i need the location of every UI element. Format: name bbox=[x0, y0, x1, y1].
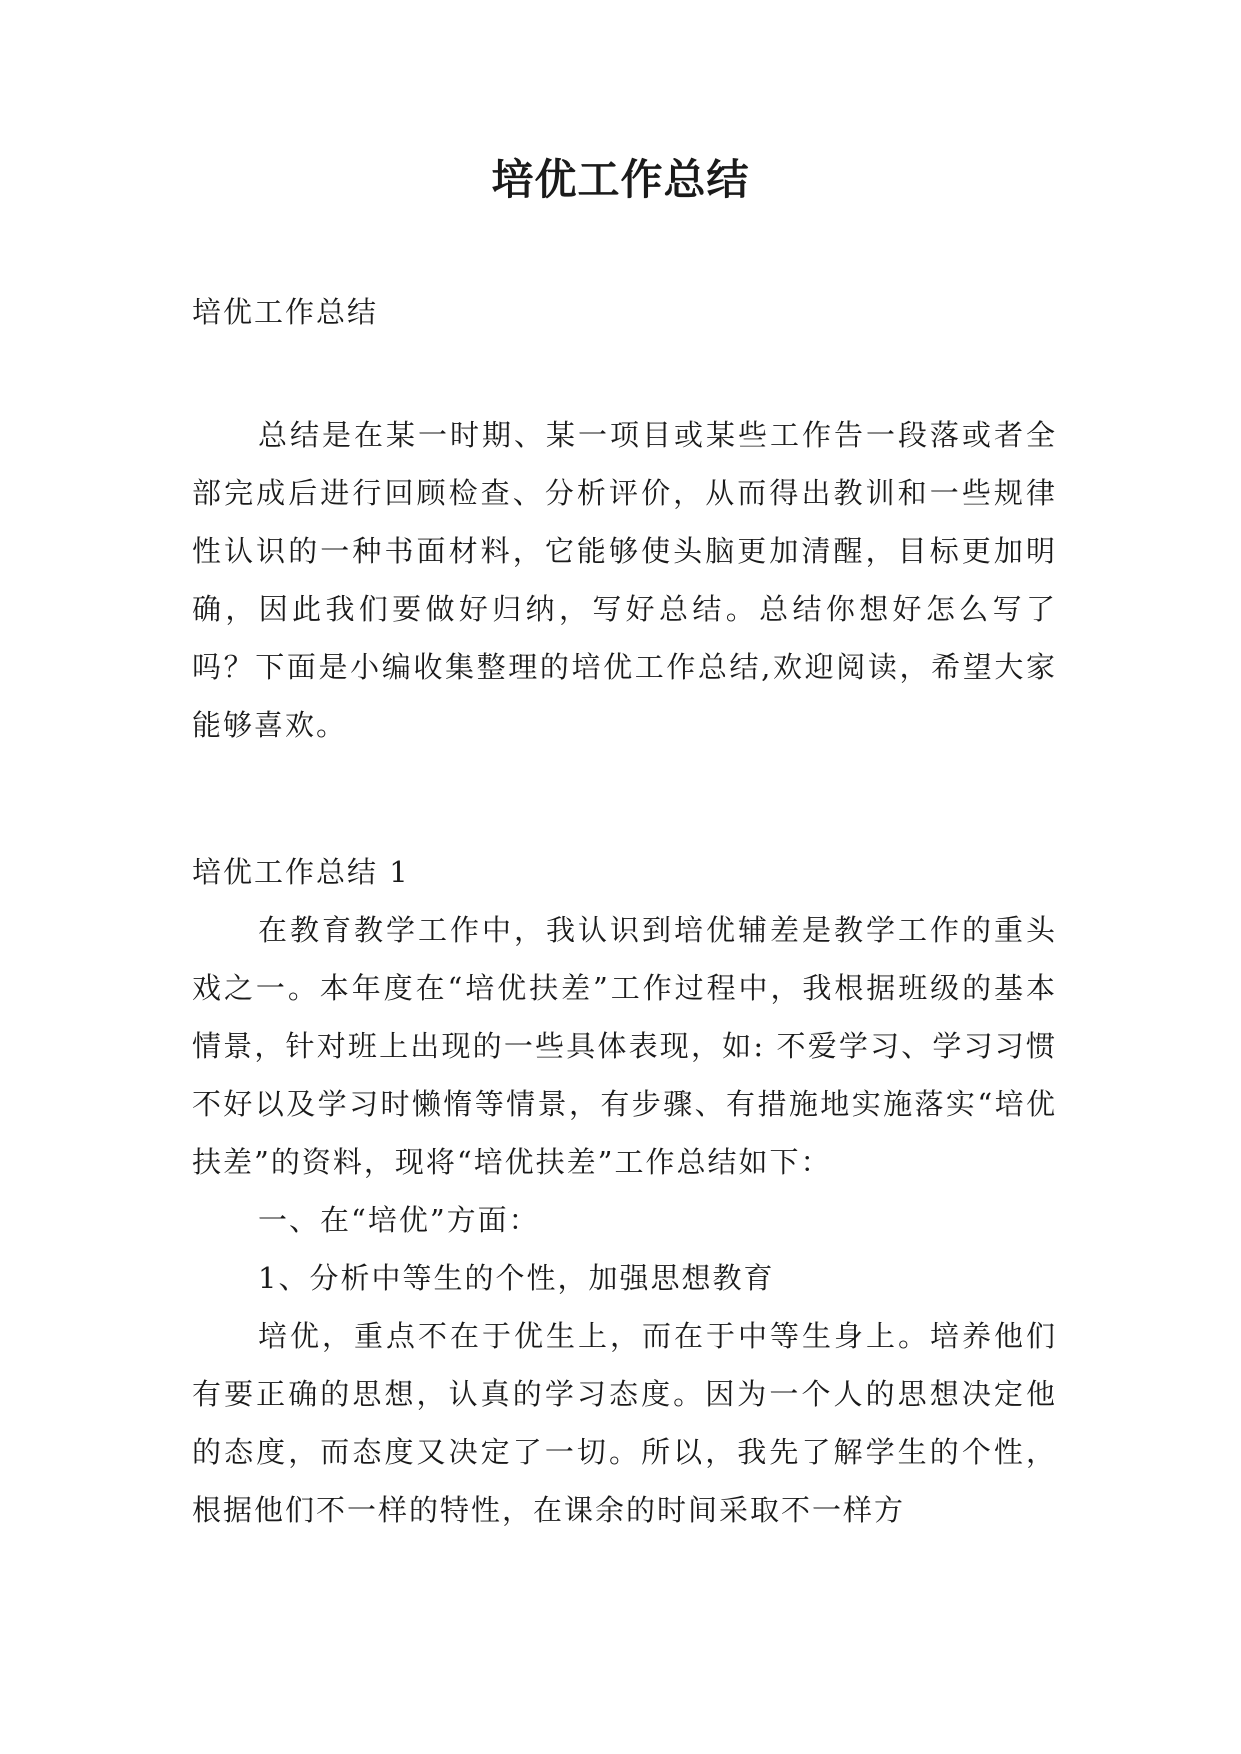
section-1-item-heading: 1、分析中等生的个性，加强思想教育 bbox=[258, 1261, 775, 1295]
section-1-paragraph-2: 培优，重点不在于优生上，而在于中等生身上。培养他们有要正确的思想，认真的学习态度。因为一个人的思想决定他的态度，而态度又决定了一切。所以，我先了解学生的个性，根据他们不一样的特性，在课余的时间采取不一样方 bbox=[192, 1319, 1057, 1527]
section-1-part-heading: 一、在“培优”方面： bbox=[258, 1203, 540, 1237]
section-1 bbox=[192, 843, 1057, 1539]
document-subtitle: 培优工作总结 bbox=[192, 295, 379, 329]
intro-section bbox=[192, 406, 1057, 754]
document-title: 培优工作总结 bbox=[491, 155, 750, 204]
intro-paragraph: 总结是在某一时期、某一项目或某些工作告一段落或者全部完成后进行回顾检查、分析评价，从而得出教训和一些规律性认识的一种书面材料，它能够使头脑更加清醒，目标更加明确，因此我们要做好归纳，写好总结。总结你想好怎么写了吗？下面是小编收集整理的培优工作总结,欢迎阅读，希望大家能够喜欢。 bbox=[192, 418, 1057, 742]
section-1-paragraph-1: 在教育教学工作中，我认识到培优辅差是教学工作的重头戏之一。本年度在“培优扶差”工作过程中，我根据班级的基本情景，针对班上出现的一些具体表现，如: 不爱学习、学习习惯不好以及学习时懒惰等情景，有步骤、有措施地实施落实“培优扶差”的资料，现将“培优扶差”工作总结如下： bbox=[192, 913, 1057, 1179]
section-1-heading: 培优工作总结 1 bbox=[192, 855, 410, 889]
